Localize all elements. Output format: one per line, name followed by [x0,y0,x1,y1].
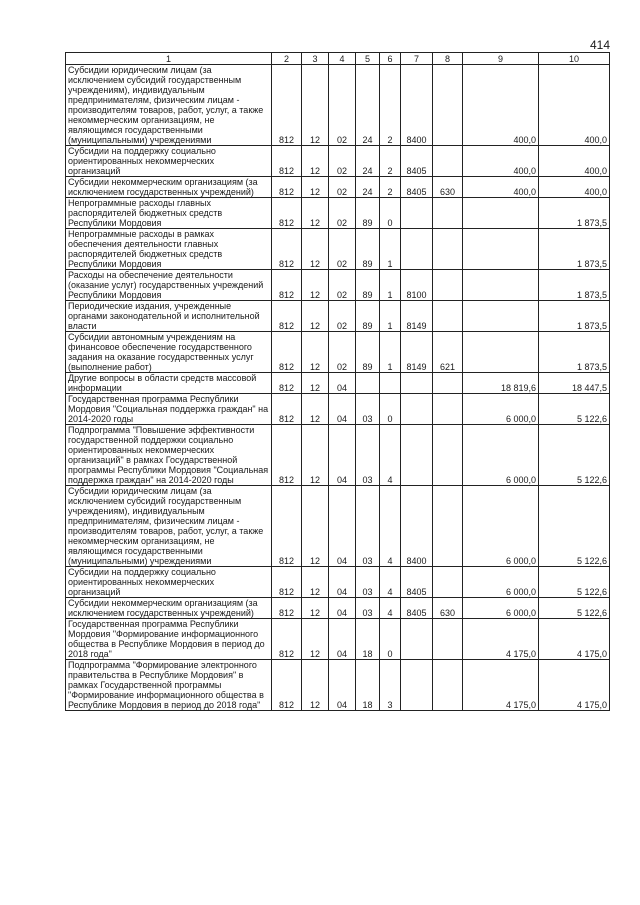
row-cell-c9 [463,229,539,270]
row-cell-c9 [463,270,539,301]
row-cell-c5: 89 [356,229,380,270]
row-cell-c5: 89 [356,332,380,373]
row-cell-c3: 12 [302,660,329,711]
row-cell-c8 [433,619,463,660]
row-cell-c6: 2 [380,177,401,198]
row-cell-c7: 8405 [401,598,433,619]
header-row [66,53,610,65]
row-cell-c4: 04 [329,425,356,486]
row-cell-c4: 02 [329,65,356,146]
header-cell: 7 [401,53,433,65]
row-cell-c7 [401,229,433,270]
row-cell-c8 [433,198,463,229]
row-cell-c4: 02 [329,146,356,177]
table-row [66,301,610,332]
row-name: Подпрограмма "Формирование электронного правительства в Республике Мордовия" в рамках Государственной программы "Формирование информационного общества в Республике Мордовия в период до 2018 года" [66,660,272,711]
row-name: Подпрограмма "Повышение эффективности государственной поддержки социально ориентированных некоммерческих организаций" в рамках Государственной программы Республики Мордовия "Социальная поддержка граждан" на 2014-2020 годы [66,425,272,486]
row-cell-c5: 03 [356,425,380,486]
row-cell-c7 [401,619,433,660]
row-cell-c4: 04 [329,619,356,660]
table-row [66,598,610,619]
row-cell-c10: 4 175,0 [539,619,610,660]
row-cell-c10: 1 873,5 [539,301,610,332]
header-cell: 10 [539,53,610,65]
row-cell-c7: 8149 [401,332,433,373]
row-name: Расходы на обеспечение деятельности (оказание услуг) государственных учреждений Республики Мордовия [66,270,272,301]
row-cell-c5: 24 [356,177,380,198]
row-cell-c8: 630 [433,177,463,198]
row-cell-c4: 02 [329,177,356,198]
row-cell-c3: 12 [302,301,329,332]
row-cell-c2: 812 [272,619,302,660]
row-cell-c5: 89 [356,301,380,332]
row-cell-c7: 8405 [401,567,433,598]
table-row [66,332,610,373]
row-cell-c6: 0 [380,198,401,229]
table-row [66,177,610,198]
table-row [66,425,610,486]
table-row [66,198,610,229]
row-cell-c2: 812 [272,177,302,198]
row-cell-c8 [433,301,463,332]
row-cell-c10: 4 175,0 [539,660,610,711]
row-cell-c6: 0 [380,394,401,425]
page-number: 414 [589,38,610,52]
header-cell: 8 [433,53,463,65]
header-cell: 9 [463,53,539,65]
budget-table [65,52,610,711]
row-cell-c2: 812 [272,425,302,486]
row-cell-c6: 2 [380,146,401,177]
row-cell-c5: 03 [356,567,380,598]
row-cell-c10: 1 873,5 [539,332,610,373]
row-name: Субсидии автономным учреждениям на финансовое обеспечение государственного задания на оказание государственных услуг (выполнение работ) [66,332,272,373]
row-cell-c4: 04 [329,373,356,394]
row-cell-c9: 6 000,0 [463,486,539,567]
row-cell-c3: 12 [302,177,329,198]
table-row [66,486,610,567]
row-cell-c7 [401,198,433,229]
row-cell-c9: 6 000,0 [463,567,539,598]
row-cell-c4: 02 [329,229,356,270]
row-cell-c10: 5 122,6 [539,486,610,567]
row-cell-c2: 812 [272,301,302,332]
header-cell: 2 [272,53,302,65]
row-cell-c4: 02 [329,270,356,301]
row-cell-c9: 400,0 [463,177,539,198]
row-cell-c4: 04 [329,660,356,711]
row-cell-c10: 400,0 [539,65,610,146]
row-cell-c6: 2 [380,65,401,146]
row-cell-c3: 12 [302,394,329,425]
row-cell-c5: 89 [356,270,380,301]
row-cell-c3: 12 [302,486,329,567]
row-cell-c10: 1 873,5 [539,229,610,270]
row-cell-c7 [401,660,433,711]
row-cell-c9 [463,301,539,332]
table-row [66,660,610,711]
row-cell-c2: 812 [272,567,302,598]
table-row [66,146,610,177]
row-cell-c3: 12 [302,332,329,373]
row-cell-c2: 812 [272,486,302,567]
row-cell-c4: 04 [329,598,356,619]
row-cell-c6: 4 [380,598,401,619]
header-cell: 5 [356,53,380,65]
row-cell-c6 [380,373,401,394]
row-cell-c3: 12 [302,198,329,229]
row-cell-c7: 8400 [401,65,433,146]
row-name: Субсидии юридическим лицам (за исключением субсидий государственным учреждениям), индивидуальным предпринимателям, физическим лицам - производителям товаров, работ, услуг, а также некоммерческим организациям, не являющимся государственными (муниципальными) учреждениями [66,65,272,146]
header-cell: 3 [302,53,329,65]
row-cell-c9: 6 000,0 [463,394,539,425]
row-cell-c9: 18 819,6 [463,373,539,394]
row-cell-c10: 5 122,6 [539,425,610,486]
row-cell-c4: 02 [329,301,356,332]
row-cell-c2: 812 [272,198,302,229]
row-cell-c7: 8400 [401,486,433,567]
row-cell-c2: 812 [272,660,302,711]
row-cell-c5: 24 [356,146,380,177]
row-cell-c5: 03 [356,394,380,425]
row-cell-c9: 4 175,0 [463,619,539,660]
row-cell-c2: 812 [272,394,302,425]
row-cell-c4: 02 [329,332,356,373]
row-name: Другие вопросы в области средств массовой информации [66,373,272,394]
row-cell-c7: 8405 [401,146,433,177]
row-cell-c6: 1 [380,332,401,373]
row-cell-c5 [356,373,380,394]
row-cell-c10: 1 873,5 [539,270,610,301]
row-cell-c7 [401,373,433,394]
row-cell-c4: 04 [329,486,356,567]
header-cell: 4 [329,53,356,65]
row-cell-c3: 12 [302,270,329,301]
row-cell-c4: 04 [329,394,356,425]
row-cell-c2: 812 [272,229,302,270]
row-cell-c8 [433,65,463,146]
row-cell-c5: 18 [356,619,380,660]
row-cell-c6: 4 [380,567,401,598]
table-row [66,270,610,301]
table-row [66,567,610,598]
row-cell-c3: 12 [302,567,329,598]
row-cell-c7: 8149 [401,301,433,332]
row-cell-c8 [433,229,463,270]
row-cell-c9 [463,198,539,229]
row-cell-c6: 1 [380,229,401,270]
table-row [66,394,610,425]
row-cell-c2: 812 [272,598,302,619]
row-cell-c7: 8405 [401,177,433,198]
row-name: Непрограммные расходы в рамках обеспечения деятельности главных распорядителей бюджетных средств Республики Мордовия [66,229,272,270]
row-cell-c3: 12 [302,65,329,146]
row-cell-c10: 5 122,6 [539,567,610,598]
row-cell-c4: 02 [329,198,356,229]
row-name: Субсидии некоммерческим организациям (за исключением государственных учреждений) [66,177,272,198]
row-cell-c6: 0 [380,619,401,660]
row-cell-c6: 4 [380,425,401,486]
row-cell-c9: 6 000,0 [463,598,539,619]
row-cell-c2: 812 [272,146,302,177]
row-cell-c9: 6 000,0 [463,425,539,486]
row-cell-c8 [433,425,463,486]
row-cell-c4: 04 [329,567,356,598]
row-cell-c3: 12 [302,229,329,270]
table-row [66,65,610,146]
row-cell-c2: 812 [272,332,302,373]
row-cell-c3: 12 [302,373,329,394]
row-cell-c10: 5 122,6 [539,598,610,619]
row-name: Субсидии юридическим лицам (за исключением субсидий государственным учреждениям), индивидуальным предпринимателям, физическим лицам - производителям товаров, работ, услуг, а также некоммерческим организациям, не являющимся государственными (муниципальными) учреждениями [66,486,272,567]
row-name: Субсидии некоммерческим организациям (за исключением государственных учреждений) [66,598,272,619]
row-cell-c9: 400,0 [463,146,539,177]
row-cell-c3: 12 [302,146,329,177]
row-name: Периодические издания, учрежденные органами законодательной и исполнительной власти [66,301,272,332]
row-cell-c8 [433,567,463,598]
row-cell-c10: 400,0 [539,177,610,198]
header-cell: 6 [380,53,401,65]
row-cell-c8 [433,270,463,301]
row-cell-c5: 03 [356,486,380,567]
row-cell-c6: 3 [380,660,401,711]
row-cell-c6: 1 [380,301,401,332]
row-cell-c8 [433,486,463,567]
row-cell-c6: 1 [380,270,401,301]
row-cell-c6: 4 [380,486,401,567]
row-cell-c3: 12 [302,425,329,486]
row-cell-c8 [433,394,463,425]
row-cell-c3: 12 [302,619,329,660]
table-row [66,373,610,394]
row-cell-c8: 630 [433,598,463,619]
row-cell-c2: 812 [272,373,302,394]
row-cell-c7: 8100 [401,270,433,301]
row-cell-c10: 18 447,5 [539,373,610,394]
row-cell-c5: 89 [356,198,380,229]
row-cell-c3: 12 [302,598,329,619]
row-cell-c7 [401,394,433,425]
row-cell-c2: 812 [272,65,302,146]
row-cell-c8 [433,373,463,394]
row-cell-c5: 24 [356,65,380,146]
row-cell-c10: 400,0 [539,146,610,177]
row-cell-c5: 18 [356,660,380,711]
row-cell-c5: 03 [356,598,380,619]
row-name: Государственная программа Республики Мордовия "Социальная поддержка граждан" на 2014-2020 годы [66,394,272,425]
header-cell: 1 [66,53,272,65]
table-row [66,229,610,270]
row-cell-c7 [401,425,433,486]
row-cell-c9 [463,332,539,373]
row-name: Субсидии на поддержку социально ориентированных некоммерческих организаций [66,567,272,598]
table-body [66,65,610,711]
row-cell-c8: 621 [433,332,463,373]
row-cell-c2: 812 [272,270,302,301]
row-cell-c10: 1 873,5 [539,198,610,229]
table-row [66,619,610,660]
row-cell-c8 [433,146,463,177]
row-cell-c10: 5 122,6 [539,394,610,425]
row-name: Государственная программа Республики Мордовия "Формирование информационного общества в Республике Мордовия в период до 2018 года" [66,619,272,660]
row-name: Субсидии на поддержку социально ориентированных некоммерческих организаций [66,146,272,177]
row-cell-c8 [433,660,463,711]
row-cell-c9: 4 175,0 [463,660,539,711]
row-name: Непрограммные расходы главных распорядителей бюджетных средств Республики Мордовия [66,198,272,229]
row-cell-c9: 400,0 [463,65,539,146]
